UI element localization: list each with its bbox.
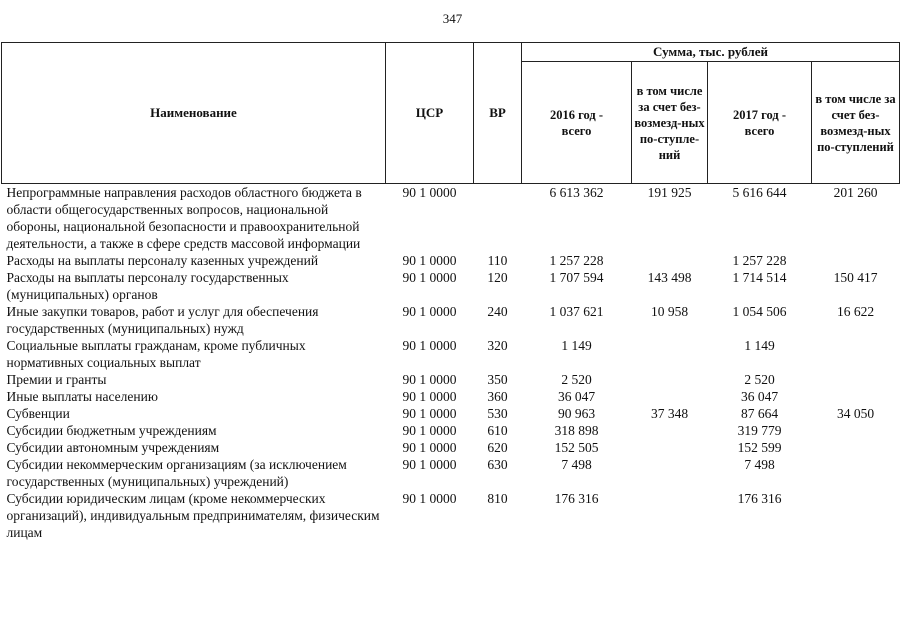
row-2016-grants: 191 925 — [647, 185, 692, 200]
row-csr: 90 1 0000 — [402, 406, 457, 421]
row-2017-grants — [812, 422, 900, 439]
header-2017-grants: в том числе за счет без-возмезд-ных по-ступлений — [812, 62, 900, 184]
row-vr: 120 — [487, 270, 508, 285]
row-2017-grants — [812, 252, 900, 269]
row-name: Расходы на выплаты персоналу государственных (муниципальных) органов — [6, 270, 289, 302]
row-2016-grants: 10 958 — [650, 304, 689, 319]
row-vr — [474, 184, 522, 253]
row-2017-total: 176 316 — [737, 491, 782, 506]
row-2016-total: 1 707 594 — [549, 270, 604, 285]
row-csr: 90 1 0000 — [402, 372, 457, 387]
table-body — [2, 184, 900, 542]
row-2017-total: 7 498 — [744, 457, 775, 472]
row-2017-grants — [812, 371, 900, 388]
table-row — [2, 184, 900, 253]
row-2016-total: 90 963 — [557, 406, 596, 421]
page-number: 347 — [442, 11, 463, 26]
row-csr: 90 1 0000 — [402, 440, 457, 455]
row-name: Субсидии автономным учреждениям — [6, 440, 220, 455]
row-csr: 90 1 0000 — [402, 423, 457, 438]
row-2017-total: 1 257 228 — [732, 253, 787, 268]
header-csr: ЦСР — [386, 43, 474, 184]
row-2017-grants — [812, 388, 900, 405]
row-2016-total: 1 149 — [561, 338, 592, 353]
row-2016-grants — [632, 388, 708, 405]
row-2017-grants — [812, 439, 900, 456]
header-2017-total: 2017 год - всего — [708, 62, 812, 184]
row-2016-total: 2 520 — [561, 372, 592, 387]
table-row — [2, 269, 900, 303]
header-2016-grants: в том числе за счет без-возмезд-ных по-ступле-ний — [632, 62, 708, 184]
row-2016-grants — [632, 252, 708, 269]
row-name: Иные выплаты населению — [6, 389, 158, 404]
row-2017-grants — [812, 490, 900, 541]
table-row — [2, 490, 900, 541]
row-name: Субвенции — [6, 406, 70, 421]
row-name: Субсидии юридическим лицам (кроме некоммерческих организаций), индивидуальным предпринимателям, физическим лицам — [6, 491, 380, 540]
row-name: Субсидии некоммерческим организациям (за исключением государственных (муниципальных) учреждений) — [6, 457, 347, 489]
table-row — [2, 337, 900, 371]
table-row — [2, 456, 900, 490]
row-2016-total: 6 613 362 — [549, 185, 604, 200]
table-row — [2, 422, 900, 439]
row-2016-grants — [632, 490, 708, 541]
row-2017-grants: 201 260 — [833, 185, 878, 200]
row-csr: 90 1 0000 — [402, 389, 457, 404]
row-vr: 360 — [487, 389, 508, 404]
header-sum-group: Сумма, тыс. рублей — [522, 43, 900, 62]
row-csr: 90 1 0000 — [402, 457, 457, 472]
row-2017-grants: 150 417 — [833, 270, 878, 285]
row-2016-total: 152 505 — [554, 440, 599, 455]
row-name: Расходы на выплаты персоналу казенных учреждений — [6, 253, 319, 268]
table-row — [2, 439, 900, 456]
row-vr: 240 — [487, 304, 508, 319]
row-2017-total: 5 616 644 — [732, 185, 787, 200]
row-name: Иные закупки товаров, работ и услуг для обеспечения государственных (муниципальных) нужд — [6, 304, 319, 336]
row-vr: 620 — [487, 440, 508, 455]
row-2016-total: 1 257 228 — [549, 253, 604, 268]
row-2016-total: 7 498 — [561, 457, 592, 472]
row-vr: 530 — [487, 406, 508, 421]
budget-table — [1, 42, 900, 541]
row-2016-grants — [632, 456, 708, 490]
row-csr: 90 1 0000 — [402, 270, 457, 285]
row-csr: 90 1 0000 — [402, 491, 457, 506]
row-vr: 350 — [487, 372, 508, 387]
row-2016-total: 318 898 — [554, 423, 599, 438]
row-name: Субсидии бюджетным учреждениям — [6, 423, 217, 438]
row-csr: 90 1 0000 — [402, 185, 457, 200]
row-vr: 110 — [487, 253, 508, 268]
row-vr: 810 — [487, 491, 508, 506]
row-2017-total: 152 599 — [737, 440, 782, 455]
header-2016-total: 2016 год - всего — [522, 62, 632, 184]
row-2017-total: 1 054 506 — [732, 304, 787, 319]
table-row — [2, 371, 900, 388]
row-2016-grants: 143 498 — [647, 270, 692, 285]
row-2017-total: 36 047 — [740, 389, 779, 404]
row-2017-total: 1 149 — [744, 338, 775, 353]
row-2017-grants — [812, 456, 900, 490]
header-vr: ВР — [474, 43, 522, 184]
row-2016-total: 1 037 621 — [549, 304, 604, 319]
header-name: Наименование — [2, 43, 386, 184]
row-2017-grants: 34 050 — [836, 406, 875, 421]
row-2016-total: 176 316 — [554, 491, 599, 506]
table-row — [2, 303, 900, 337]
row-2017-grants: 16 622 — [836, 304, 875, 319]
row-2016-grants — [632, 439, 708, 456]
row-csr: 90 1 0000 — [402, 338, 457, 353]
row-vr: 320 — [487, 338, 508, 353]
row-2017-grants — [812, 337, 900, 371]
table-row — [2, 405, 900, 422]
row-2016-grants: 37 348 — [650, 406, 689, 421]
row-2017-total: 1 714 514 — [732, 270, 787, 285]
row-name: Непрограммные направления расходов областного бюджета в области общегосударственных вопросов, национальной обороны, национальной безопасности и правоохранительной деятельности, а также в сфере средств массовой информации — [6, 185, 362, 251]
row-2016-total: 36 047 — [557, 389, 596, 404]
row-2016-grants — [632, 422, 708, 439]
row-2017-total: 319 779 — [737, 423, 782, 438]
row-2016-grants — [632, 337, 708, 371]
row-name: Премии и гранты — [6, 372, 107, 387]
row-vr: 610 — [487, 423, 508, 438]
row-2017-total: 2 520 — [744, 372, 775, 387]
table-row — [2, 252, 900, 269]
row-csr: 90 1 0000 — [402, 253, 457, 268]
row-name: Социальные выплаты гражданам, кроме публичных нормативных социальных выплат — [6, 338, 306, 370]
row-csr: 90 1 0000 — [402, 304, 457, 319]
table-header — [2, 43, 900, 184]
row-2017-total: 87 664 — [740, 406, 779, 421]
row-2016-grants — [632, 371, 708, 388]
table-row — [2, 388, 900, 405]
row-vr: 630 — [487, 457, 508, 472]
